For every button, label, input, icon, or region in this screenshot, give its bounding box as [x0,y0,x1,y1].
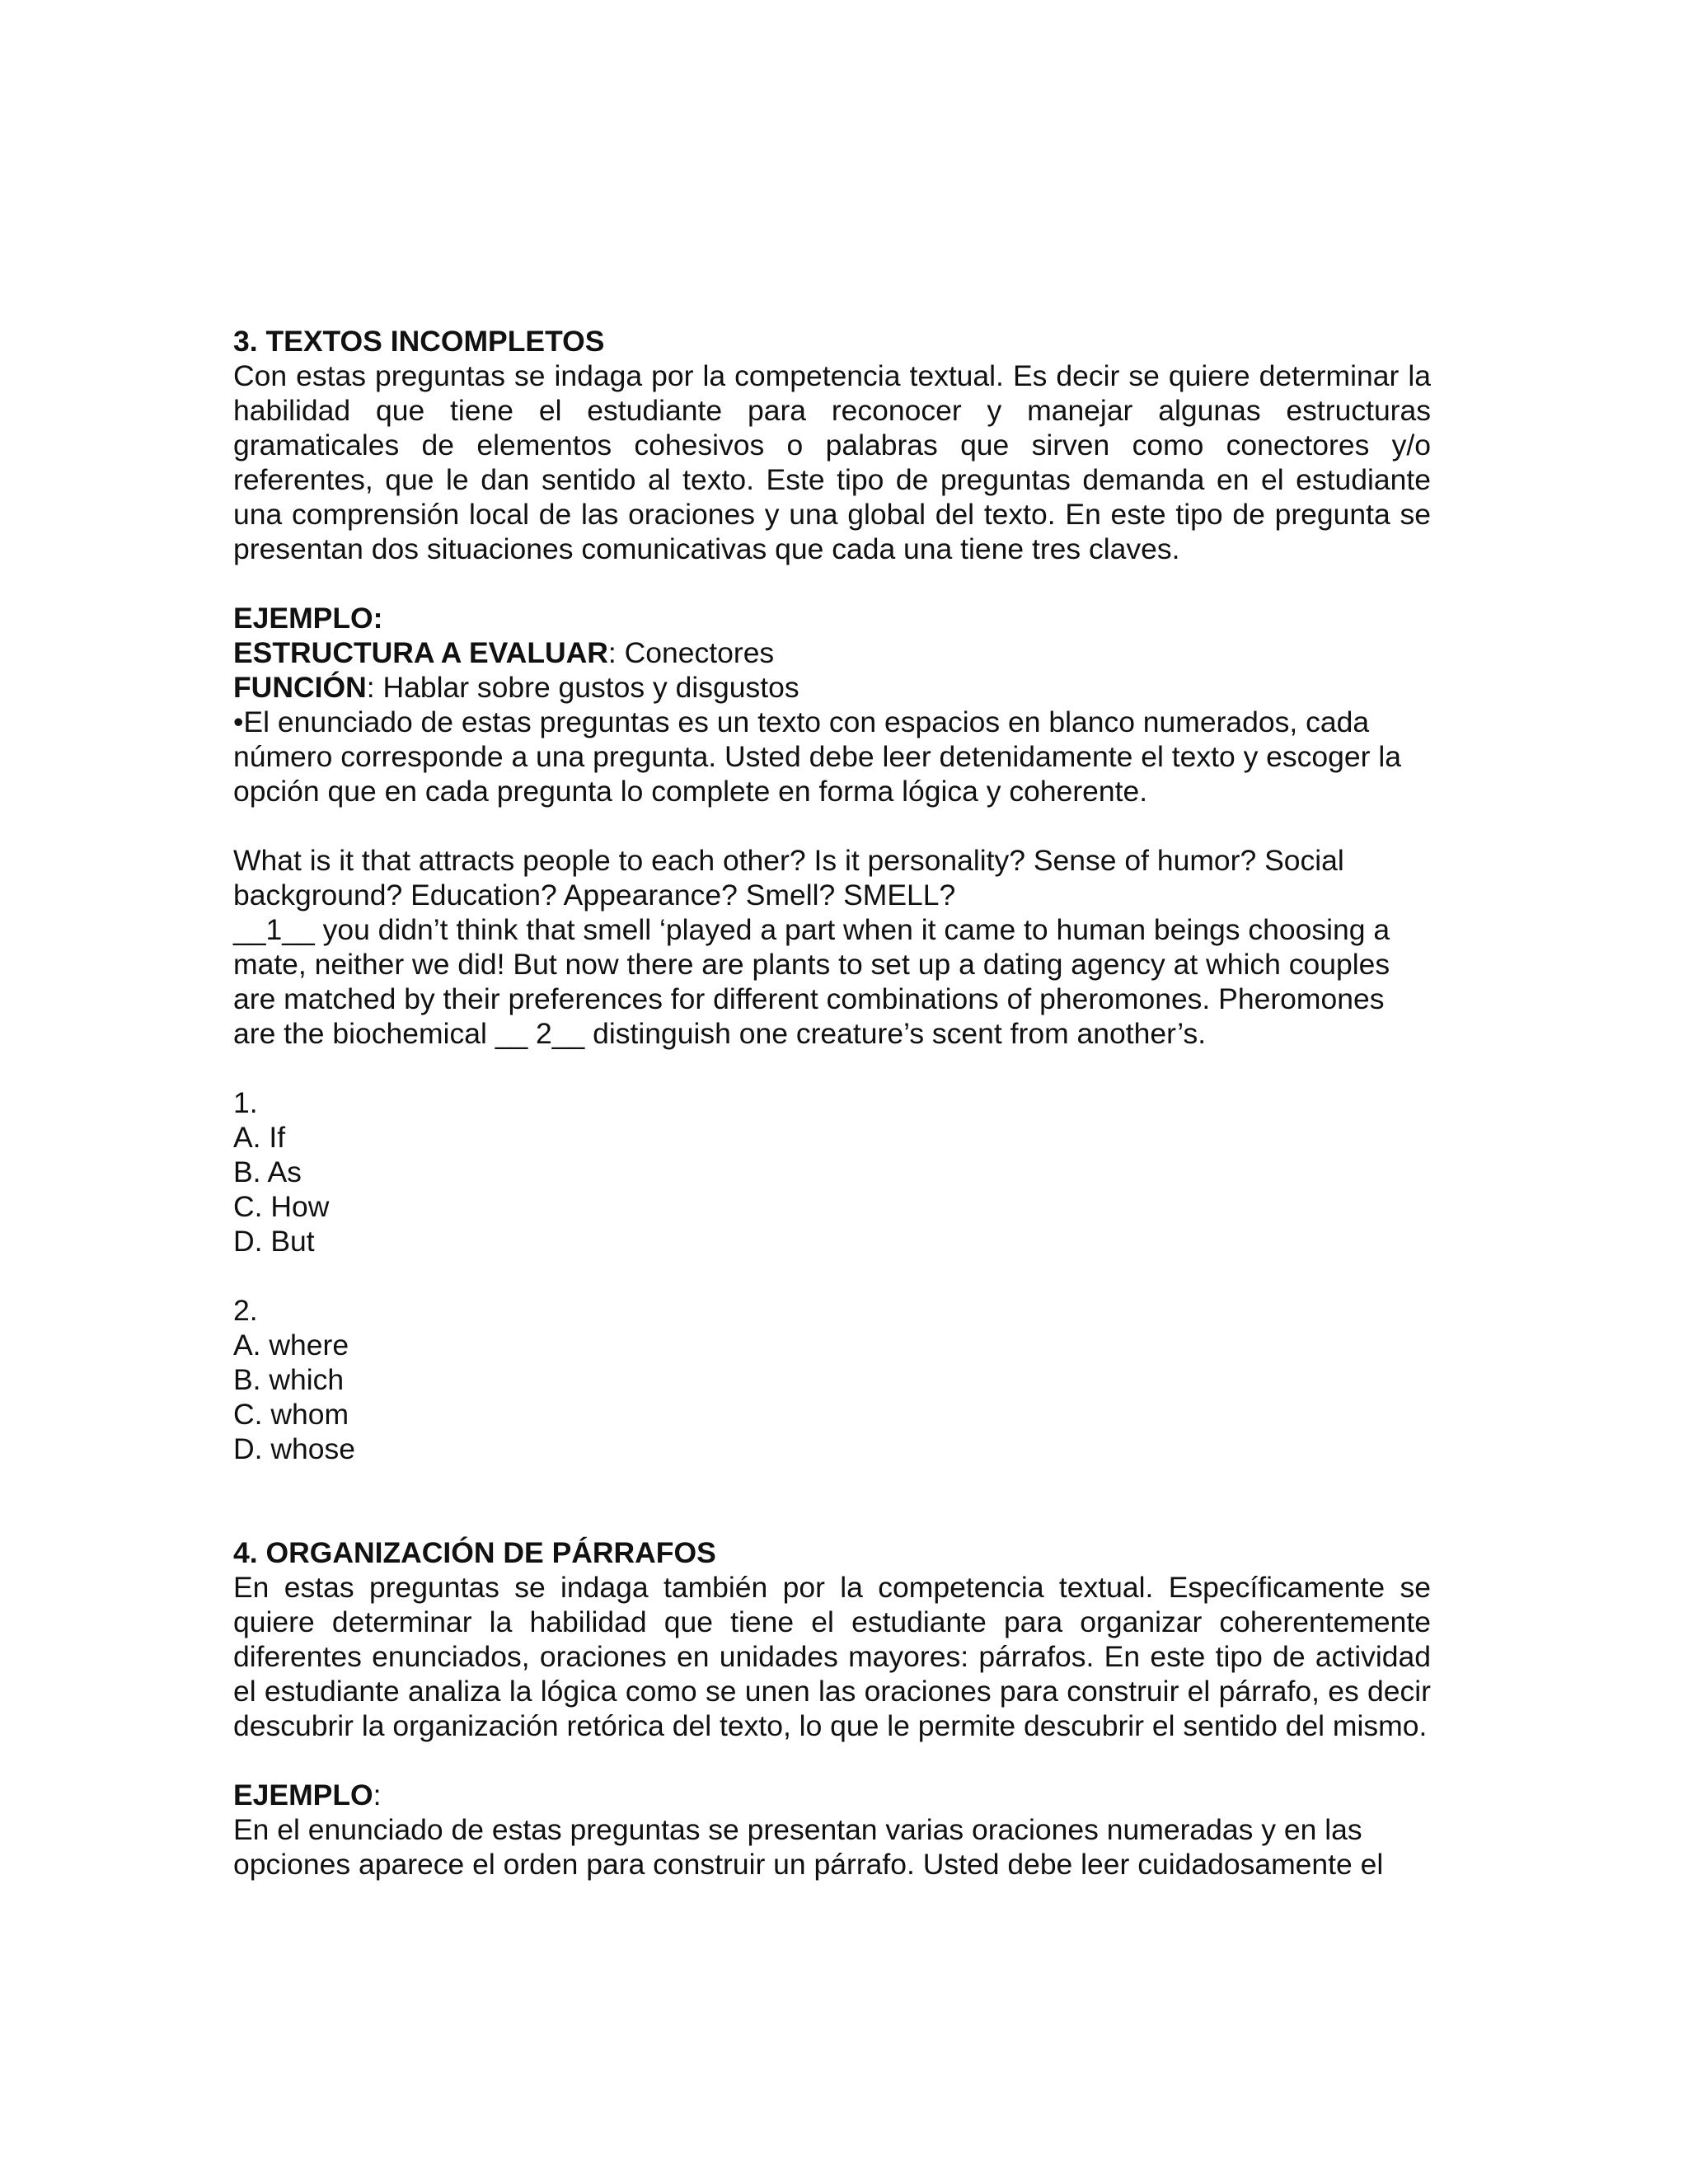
option-1c: C. How [233,1190,330,1223]
option-1a: A. If [233,1121,286,1154]
option-2b: B. which [233,1363,345,1396]
question-2 [233,1293,1431,1466]
section-4-example-label: EJEMPLO [233,1779,373,1811]
document-page [233,324,1431,1882]
question-number: 1. [233,1086,258,1119]
section-3-instruction: •El enunciado de estas preguntas es un texto con espacios en blanco numerados, cada número corresponde a una pregunta. Usted debe leer detenidamente el texto y escoger la opción que en cada pregunta lo complete en forma lógica y coherente. [233,705,1401,808]
question-number: 2. [233,1294,258,1327]
section-4-example-colon: : [373,1779,382,1811]
option-2a: A. where [233,1329,349,1361]
section-4-instruction: En el enunciado de estas preguntas se presentan varias oraciones numeradas y en las opciones aparece el orden para construir un párrafo. Usted debe leer cuidadosamente el [233,1813,1384,1881]
section-4-example-line [233,1778,1431,1812]
passage-intro: What is it that attracts people to each other? Is it personality? Sense of humor? Social background? Education? Appearance? Smell? SMELL? [233,844,1344,912]
option-2c: C. whom [233,1398,349,1431]
option-1d: D. But [233,1225,315,1258]
section-3-example-label: EJEMPLO: [233,602,383,635]
structure-line [233,635,1431,670]
structure-label: ESTRUCTURA A EVALUAR [233,636,608,669]
function-label: FUNCIÓN [233,671,367,704]
function-line [233,670,1431,705]
structure-value: : Conectores [607,636,775,669]
section-3-title: 3. TEXTOS INCOMPLETOS [233,325,605,358]
question-1 [233,1085,1431,1258]
section-4-intro: En estas preguntas se indaga también por la competencia textual. Específicamente se quiere determinar la habilidad que tiene el estudiante para organizar coherentemente diferentes enunciados, oraciones en unidades mayores: párrafos. En este tipo de actividad el estudiante analiza la lógica como se unen las oraciones para construir el párrafo, es decir descubrir la organización retórica del texto, lo que le permite descubrir el sentido del mismo. [233,1571,1431,1742]
section-3-intro: Con estas preguntas se indaga por la competencia textual. Es decir se quiere determinar la habilidad que tiene el estudiante para reconocer y manejar algunas estructuras gramaticales de elementos cohesivos o palabras que sirven como conectores y/o referentes, que le dan sentido al texto. Este tipo de preguntas demanda en el estudiante una comprensión local de las oraciones y una global del texto. En este tipo de pregunta se presentan dos situaciones comunicativas que cada una tiene tres claves. [233,359,1431,565]
passage-body: __1__ you didn’t think that smell ‘played a part when it came to human beings choosing a mate, neither we did! But now there are plants to set up a dating agency at which couples are matched by their preferences for different combinations of pheromones. Pheromones are the biochemical __ 2__ distinguish one creature’s scent from another’s. [233,913,1390,1050]
option-1b: B. As [233,1155,302,1188]
option-2d: D. whose [233,1432,355,1465]
function-value: : Hablar sobre gustos y disgustos [366,671,799,704]
section-4-title: 4. ORGANIZACIÓN DE PÁRRAFOS [233,1536,716,1569]
